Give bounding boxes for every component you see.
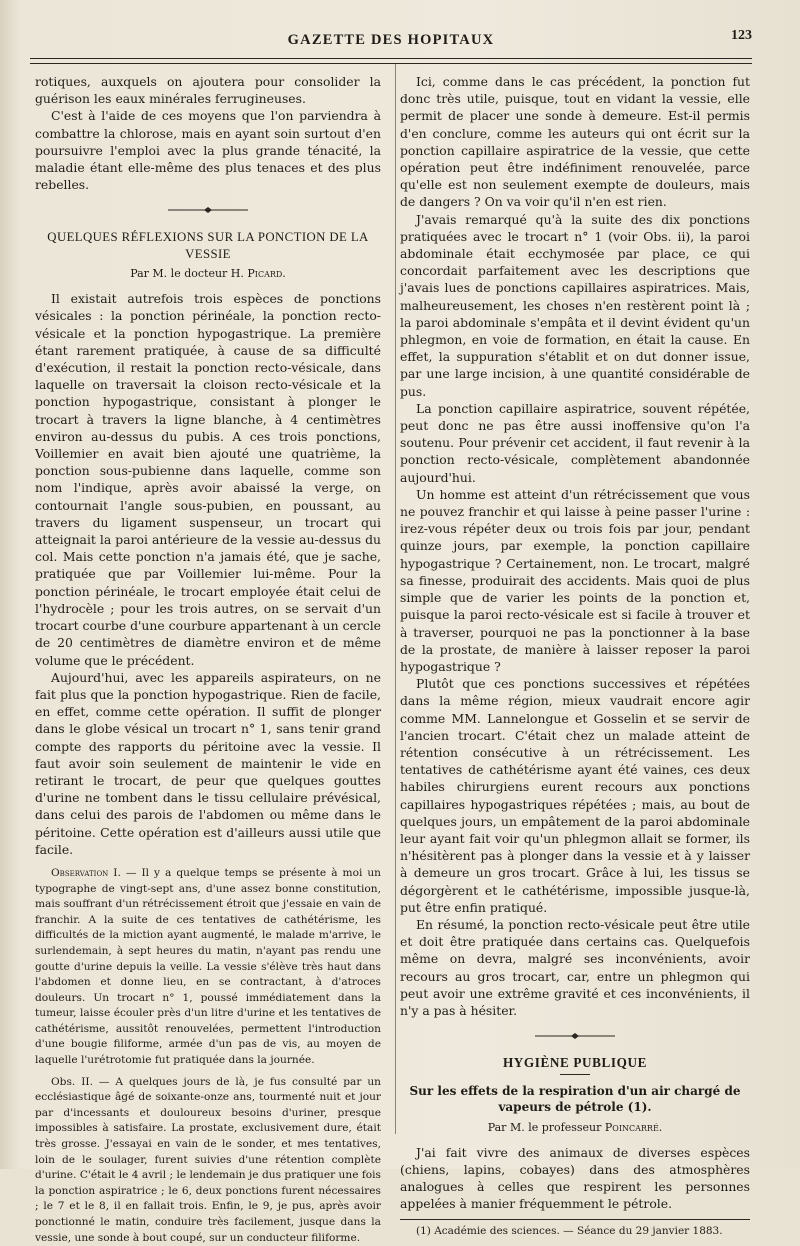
paragraph: En résumé, la ponction recto-vésicale peut être utile et doit être pratiquée dans certains cas. Quelquefois même on devra, malgré ses inconvénients, avoir recours au gros trocart, car, entre un phlegmon qui peut avoir une extrême gravité et ces inconvénients, il n'y a pas à hésiter. (400, 916, 750, 1018)
paragraph: J'ai fait vivre des animaux de diverses espèces (chiens, lapins, cobayes) dans des atmosphères analogues à celles que respirent les personnes appelées à manier fréquemment le pétrole. (400, 1144, 750, 1212)
paragraph: C'est à l'aide de ces moyens que l'on parviendra à combattre la chlorose, mais en ayant soin surtout d'en poursuivre l'emploi avec la plus grande ténacité, la maladie étant elle-même des plus tenaces et des plus rebelles. (35, 108, 381, 193)
journal-title: GAZETTE DES HOPITAUX (287, 32, 495, 48)
paragraph: Il existait autrefois trois espèces de ponctions vésicales : la ponction périnéale, la ponction recto-vésicale et la ponction hypogastrique. La première étant rarement pratiquée, à cause de sa difficulté d'exécution, il restait la ponction recto-vésicale, dans laquelle on traversait la cloison recto-vésicale et la ponction hypogastrique, consistant à plonger le trocart à travers la ligne blanche, à 4 centimètres environ au-dessus du pubis. A ces trois ponctions, Voillemier en avait bien ajouté une quatrième, la ponction sous-pubienne dans laquelle, comme son nom l'indique, après avoir abaissé la verge, on contournait l'angle sous-pubien, en poussant, au travers du ligament suspenseur, un trocart qui atteignait la paroi antérieure de la vessie au-dessus du col. Mais cette ponction n'a jamais été, que je sache, pratiquée que par Voillemier lui-même. Pour la ponction périnéale, le trocart employée était celui de l'hydrocèle ; pour les trois autres, on se servait d'un trocart courbe d'une courbure appartenant à un cercle de 20 centimètres de diamètre environ et de même volume que le précédent. (35, 291, 381, 668)
paragraph: rotiques, auxquels on ajoutera pour consolider la guérison les eaux minérales ferrugineuses. (35, 74, 381, 107)
title-underline (560, 1074, 590, 1075)
header-rule-top (30, 58, 752, 59)
section-subtitle: Sur les effets de la respiration d'un air chargé de vapeurs de pétrole (1). (409, 1083, 741, 1114)
paragraph: J'avais remarqué qu'à la suite des dix ponctions pratiquées avec le trocart n° 1 (voir Obs. ii), la paroi abdominale était ecchymosée par place, ce qui concordait parfaitement avec les descriptions que j'avais lues de ponctions capillaires aspiratrices. Mais, malheureusement, les choses n'en restèrent point là ; la paroi abdominale s'empâta et il devint évident qu'un phlegmon, en voie de formation, en était la cause. En effet, la suppuration s'établit et on dut donner issue, par une large incision, à une quantité considérable de pus. (400, 211, 750, 399)
paragraph: Aujourd'hui, avec les appareils aspirateurs, on ne fait plus que la ponction hypogastrique. Rien de facile, en effet, comme cette opération. Il suffit de plonger dans le globe vésical un trocart n° 1, sans tenir grand compte des rapports du péritoine avec la vessie. Il faut avoir soin seulement de maintenir le vide en retirant le trocart, de peur que quelques gouttes d'urine ne tombent dans le tissu cellulaire prévésical, dans celui des parois de l'abdomen ou même dans le péritoine. Cette opération est d'ailleurs aussi utile que facile. (35, 669, 381, 857)
section-separator (400, 1027, 750, 1044)
observation-paragraph (35, 1075, 381, 1246)
section-separator (35, 201, 381, 218)
paragraph: Un homme est atteint d'un rétrécissement que vous ne pouvez franchir et qui laisse à peine passer l'urine : irez-vous répéter deux ou trois fois par jour, pendant quinze jours, par exemple, la ponction capillaire hypogastrique ? Certainement, non. Le trocart, malgré sa finesse, produirait des accidents. Mais quoi de plus simple que de varier les points de la ponction et, puisque la paroi recto-vésicale est si facile à trouver et à traverser, pourquoi ne pas la ponctionner à la base de la prostate, de manière à laisser reposer la paroi hypogastrique ? (400, 486, 750, 674)
footnote-rule (400, 1219, 750, 1220)
page-header (30, 28, 752, 58)
observation-label: Observation I. (51, 866, 121, 879)
byline-prefix: Par M. le docteur H. (130, 267, 248, 281)
observation-text: — Il y a quelque temps se présente à moi un typographe de vingt-sept ans, d'une assez bonne constitution, mais souffrant d'un rétrécissement étroit que j'essaie en vain de franchir. A la suite de ces tentatives de cathétérisme, les difficultés de la miction ayant augmenté, le malade m'arrive, le surlendemain, à sept heures du matin, n'ayant pas rendu une goutte d'urine depuis la veille. La vessie s'élève très haut dans l'abdomen et donne lieu, en se contractant, à d'atroces douleurs. Un trocart n° 1, poussé immédiatement dans la tumeur, laisse écouler près d'un litre d'urine et les tentatives de cathétérisme, aussitôt renouvelées, permettent l'introduction d'une bougie filiforme, armée d'un pas de vis, au moyen de laquelle l'urétrotomie fut pratiquée dans la journée. (35, 866, 381, 1067)
observation-label: Obs. II. (51, 1075, 93, 1088)
observation-text: — A quelques jours de là, je fus consulté par un ecclésiastique âgé de soixante-onze ans, tourmenté nuit et jour par d'incessants et douloureux besoins d'uriner, presque impossibles à satisfaire. La prostate, exclusivement dure, était très grosse. J'essayai en vain de le sonder, et mes tentatives, loin de le soulager, furent suivies d'une rétention complète d'urine. C'était le 4 avril ; le lendemain je dus pratiquer une fois la ponction aspiratrice ; le 6, deux ponctions furent nécessaires ; le 7 et le 8, il en fallait trois. Enfin, le 9, je pus, après avoir ponctionné le matin, conduire très facilement, jusque dans la vessie, une sonde à bout coupé, sur un conducteur filiforme. (35, 1075, 381, 1244)
article-title: QUELQUES RÉFLEXIONS SUR LA PONCTION DE LA VESSIE (47, 229, 369, 261)
section-title: HYGIÈNE PUBLIQUE (502, 1055, 648, 1071)
observation-paragraph (35, 866, 381, 1069)
right-column (400, 73, 750, 1238)
paragraph: Ici, comme dans le cas précédent, la ponction fut donc très utile, puisque, tout en vidant la vessie, elle permit de placer une sonde à demeure. Est-il permis d'en conclure, comme les auteurs qui ont écrit sur la ponction capillaire aspiratrice de la vessie, que cette opération peut être indéfiniment renouvelée, parce qu'elle est non seulement exempte de douleurs, mais de dangers ? On va voir qu'il n'en est rien. (400, 74, 750, 210)
page-number: 123 (731, 28, 752, 43)
paragraph: La ponction capillaire aspiratrice, souvent répétée, peut donc ne pas être aussi inoffensive qu'on l'a soutenu. Pour prévenir cet accident, il faut revenir à la ponction recto-vésicale, complètement abandonnée aujourd'hui. (400, 400, 750, 485)
section-byline (400, 1119, 750, 1136)
byline-author: Poincarré. (604, 1120, 663, 1134)
header-rule-bottom (30, 63, 752, 64)
byline-prefix: Par M. le professeur (487, 1120, 605, 1134)
column-separator (395, 64, 396, 1134)
article-byline (35, 265, 381, 282)
byline-author: Picard. (247, 267, 286, 281)
paragraph: Plutôt que ces ponctions successives et répétées dans la même région, mieux vaudrait encore agir comme MM. Lannelongue et Gosselin et se servir de l'ancien trocart. C'était chez un malade atteint de rétention consécutive à un rétrécissement. Les tentatives de cathétérisme ayant été vaines, ces deux habiles chirurgiens eurent recours aux ponctions capillaires hypogastriques répétées ; mais, au bout de quelques jours, un empâtement de la paroi abdominale leur ayant fait voir qu'un phlegmon allait se former, ils n'hésitèrent pas à plonger dans la vessie et à y laisser à demeure un gros trocart. Grâce à lui, les tissus se dégorgèrent et le cathétérisme, impossible jusque-là, put être enfin pratiqué. (400, 676, 750, 915)
left-column (35, 73, 381, 1246)
footnote: (1) Académie des sciences. — Séance du 29 janvier 1883. (416, 1224, 723, 1237)
